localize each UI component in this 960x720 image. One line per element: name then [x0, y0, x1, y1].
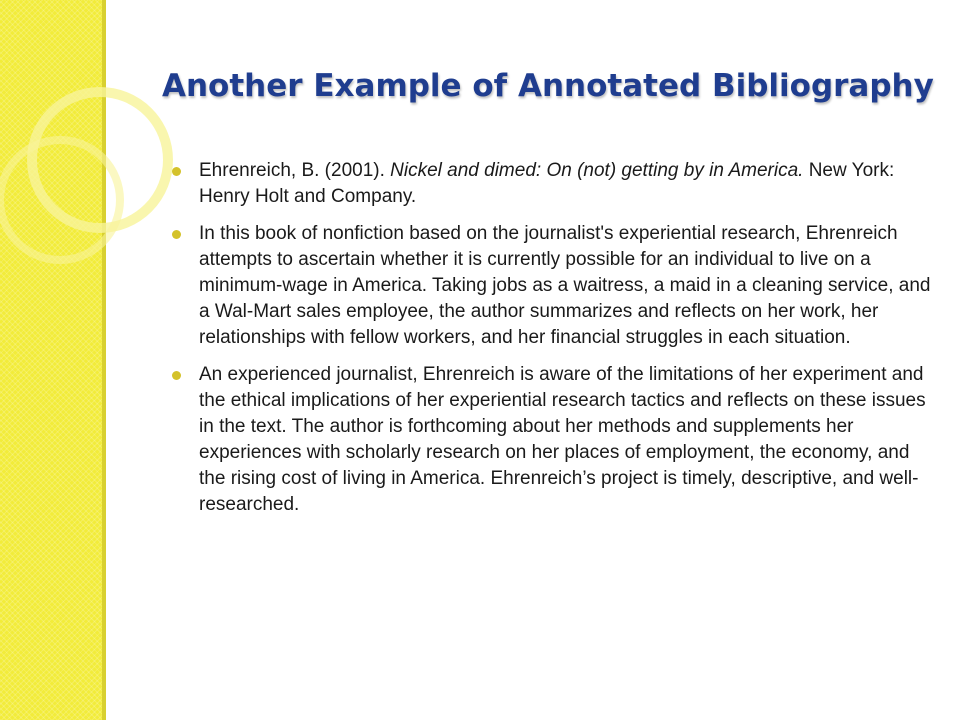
bullet-dot-icon: [172, 371, 181, 380]
bullet-dot-icon: [172, 167, 181, 176]
citation-book-title: Nickel and dimed: On (not) getting by in America.: [390, 160, 804, 181]
citation-publisher: New York: Henry Holt and Company.: [199, 160, 895, 207]
slide-title: Another Example of Annotated Bibliography: [162, 68, 934, 104]
summary-text: In this book of nonfiction based on the journalist's experiential research, Ehrenreich attempts to ascertain whether it is currently possible for an individual to live on a minimum-wage in America. Taking jobs as a waitress, a maid in a cleaning service, and a Wal-Mart sales employee, the author summarizes and reflects on her work, her relationships with fellow workers, and her financial struggles in each situation.: [199, 223, 931, 348]
summary-bullet: [172, 221, 932, 351]
evaluation-text: An experienced journalist, Ehrenreich is aware of the limitations of her experiment and the ethical implications of her experiential research tactics and reflects on these issues in the text. The author is forthcoming about her methods and supplements her experiences with scholarly research on her places of employment, the economy, and the rising cost of living in America. Ehrenreich’s project is timely, descriptive, and well-researched.: [199, 364, 926, 515]
citation-author-year: Ehrenreich, B. (2001).: [199, 160, 391, 181]
evaluation-bullet: [172, 362, 932, 518]
decorative-circles-icon: [0, 0, 200, 320]
bullet-dot-icon: [172, 230, 181, 239]
bullet-list: [172, 158, 932, 529]
citation-bullet: [172, 158, 932, 210]
